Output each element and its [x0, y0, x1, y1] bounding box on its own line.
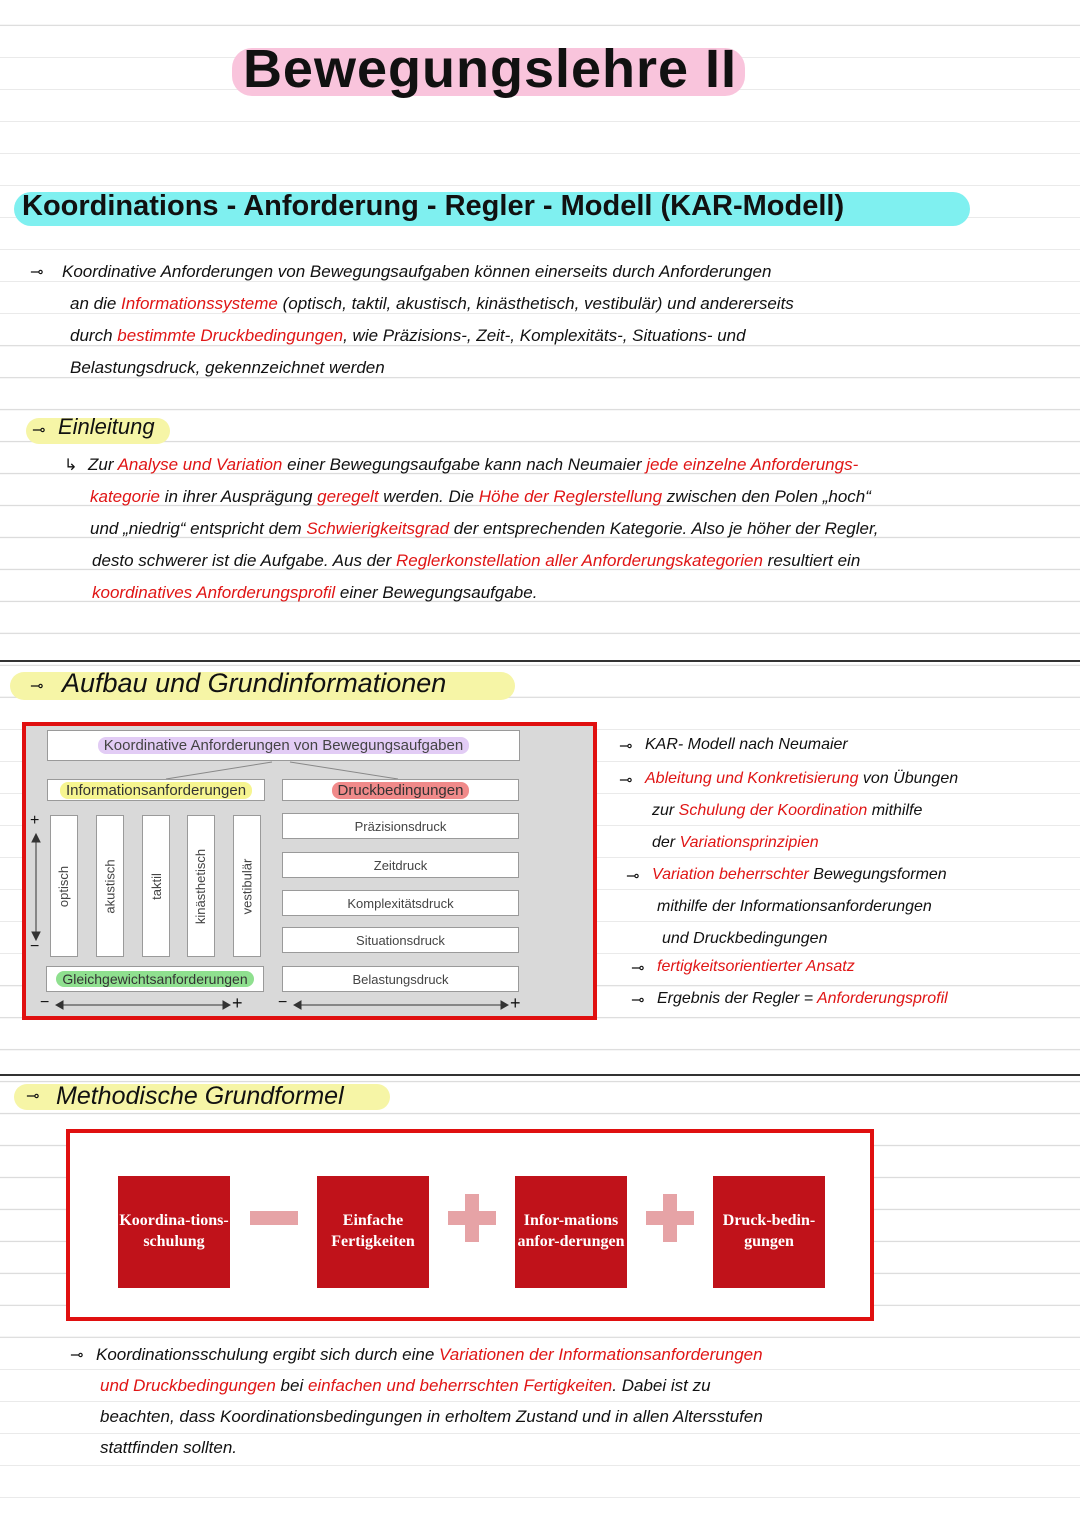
column-label: vestibulär [239, 858, 255, 914]
highlighted-term: geregelt [317, 487, 379, 506]
plus-label: + [30, 812, 40, 829]
pressure-label: Situationsdruck [356, 932, 445, 948]
highlighted-term: kategorie [90, 487, 160, 506]
arrow-bullet-icon: ⊸ [631, 990, 645, 1009]
return-arrow-icon: ↳ [64, 455, 78, 474]
section-heading: Koordinations - Anforderung - Regler - Modell (KAR-Modell) [22, 190, 845, 222]
text-segment: der entsprechenden Kategorie. Also je höher der Regler, [449, 519, 879, 538]
text-line [90, 519, 878, 539]
text-segment: resultiert ein [762, 551, 861, 570]
arrow-bullet-icon: ⊸ [619, 736, 633, 755]
highlighted-term: Variationsprinzipien [679, 834, 819, 851]
arrow-bullet-icon: ⊸ [70, 1345, 84, 1364]
text-line [100, 1407, 763, 1427]
aufbau-heading: Aufbau und Grundinformationen [62, 668, 447, 698]
text-line [652, 866, 947, 884]
column-label: taktil [148, 872, 164, 900]
highlighted-term: Schulung der Koordination [678, 802, 868, 819]
formula-term-fertigkeiten: Einfache Fertigkeiten [317, 1176, 429, 1288]
text-segment: einer Bewegungsaufgabe kann nach Neumaier [282, 455, 647, 474]
page-title: Bewegungslehre II [242, 39, 738, 99]
text-segment: und Druckbedingungen [662, 930, 828, 947]
text-segment: (optisch, taktil, akustisch, kinästhetisch, vestibulär) und andererseits [277, 294, 794, 313]
text-segment: bei [275, 1376, 308, 1395]
methodical-formula [66, 1129, 874, 1321]
highlighted-term: Reglerkonstellation aller Anforderungskategorien [395, 551, 763, 570]
text-line [657, 958, 855, 976]
plus-label: + [232, 993, 243, 1013]
text-line [92, 583, 537, 603]
arrow-bullet-icon: ⊸ [626, 866, 640, 885]
highlighted-term: einfachen und beherrschten Fertigkeiten [307, 1376, 613, 1395]
pressure-label: Präzisionsdruck [354, 818, 447, 834]
highlighted-term: jede einzelne Anforderungs- [646, 455, 859, 474]
section-divider [0, 660, 1080, 662]
highlighted-term: fertigkeitsorientierter Ansatz [657, 958, 855, 975]
text-segment: in ihrer Ausprägung [159, 487, 318, 506]
text-segment: Ergebnis der Regler = [657, 990, 817, 1007]
text-line [88, 455, 858, 475]
highlighted-term: Ableitung und Konkretisierung [645, 770, 859, 787]
text-segment: zur [652, 802, 679, 819]
text-line [70, 358, 385, 378]
text-line [657, 990, 948, 1008]
text-segment: beachten, dass Koordinationsbedingungen in erholtem Zustand und in allen Altersstufen [100, 1407, 763, 1426]
text-line [100, 1376, 711, 1396]
text-segment: Koordinative Anforderungen von Bewegungsaufgaben können einerseits durch Anforderungen [62, 262, 772, 281]
highlighted-term: Variation beherrschter [652, 866, 809, 883]
text-line [96, 1345, 763, 1365]
text-segment: . Dabei ist zu [612, 1376, 711, 1395]
arrow-bullet-icon: ⊸ [26, 1086, 40, 1105]
text-line [652, 802, 922, 820]
highlighted-term: Analyse und Variation [117, 455, 283, 474]
text-segment: desto schwerer ist die Aufgabe. Aus der [92, 551, 396, 570]
arrow-bullet-icon: ⊸ [631, 958, 645, 977]
text-segment: zwischen den Polen „hoch“ [662, 487, 871, 506]
formula-term-informationsanforderungen: Infor-mations anfor-derungen [515, 1176, 627, 1288]
text-segment: und „niedrig“ entspricht dem [90, 519, 307, 538]
arrow-bullet-icon: ⊸ [619, 770, 633, 789]
text-segment: durch [70, 326, 118, 345]
highlighted-term: Informationssysteme [121, 294, 278, 313]
text-segment: werden. Die [378, 487, 479, 506]
text-line [100, 1438, 237, 1458]
text-line [70, 326, 746, 346]
column-label: kinästhetisch [193, 848, 209, 924]
minus-label: − [30, 938, 40, 955]
text-segment: einer Bewegungsaufgabe. [335, 583, 538, 602]
arrow-bullet-icon: ⊸ [32, 420, 46, 439]
formula-term-koordinationsschulung: Koordina-tions-schulung [118, 1176, 230, 1288]
slider-arrows-icon [26, 726, 593, 1016]
highlighted-term: Schwierigkeitsgrad [306, 519, 450, 538]
kar-model-diagram [22, 722, 597, 1020]
text-segment: Zur [88, 455, 118, 474]
text-line [652, 834, 819, 852]
methodik-heading: Methodische Grundformel [56, 1082, 344, 1110]
minus-icon [250, 1211, 298, 1225]
info-requirements-label: Informationsanforderungen [60, 782, 252, 799]
text-segment: mithilfe [867, 802, 923, 819]
text-segment: von Übungen [858, 770, 959, 787]
pressure-conditions-label: Druckbedingungen [332, 782, 470, 799]
text-line [657, 898, 932, 916]
plus-icon [465, 1194, 479, 1242]
arrow-bullet-icon: ⊸ [30, 676, 44, 695]
highlighted-term: Variationen der Informationsanforderungen [439, 1345, 763, 1364]
einleitung-label: Einleitung [58, 414, 155, 439]
balance-requirements-label: Gleichgewichtsanforderungen [56, 971, 253, 987]
text-segment: Belastungsdruck, gekennzeichnet werden [70, 358, 385, 377]
text-segment: KAR- Modell nach Neumaier [645, 736, 848, 753]
text-segment: , wie Präzisions-, Zeit-, Komplexitäts-, Situations- und [343, 326, 746, 345]
text-line [70, 294, 794, 314]
text-line [62, 262, 771, 282]
plus-label: + [510, 993, 521, 1013]
highlighted-term: Anforderungsprofil [816, 990, 948, 1007]
plus-icon [663, 1194, 677, 1242]
highlighted-term: koordinatives Anforderungsprofil [92, 583, 336, 602]
highlighted-term: Höhe der Reglerstellung [478, 487, 663, 506]
highlighted-term: und Druckbedingungen [100, 1376, 276, 1395]
diagram-top-label: Koordinative Anforderungen von Bewegungsaufgaben [98, 737, 469, 754]
column-label: akustisch [102, 858, 118, 914]
text-segment: der [652, 834, 680, 851]
formula-term-druckbedingungen: Druck-bedin-gungen [713, 1176, 825, 1288]
arrow-bullet-icon: ⊸ [30, 262, 44, 281]
text-line [662, 930, 827, 948]
column-label: optisch [56, 865, 72, 907]
text-line [645, 736, 848, 754]
highlighted-term: bestimmte Druckbedingungen [117, 326, 344, 345]
minus-label: − [40, 994, 50, 1011]
text-segment: an die [70, 294, 122, 313]
text-segment: mithilfe der Informationsanforderungen [657, 898, 932, 915]
text-segment: Koordinationsschulung ergibt sich durch eine [96, 1345, 440, 1364]
section-divider [0, 1074, 1080, 1076]
text-line [90, 487, 871, 507]
text-line [92, 551, 860, 571]
minus-label: − [278, 994, 288, 1011]
text-segment: Bewegungsformen [808, 866, 947, 883]
pressure-label: Komplexitätsdruck [347, 895, 454, 911]
text-line [645, 770, 958, 788]
pressure-label: Belastungsdruck [352, 971, 449, 987]
pressure-label: Zeitdruck [373, 857, 428, 873]
text-segment: stattfinden sollten. [100, 1438, 238, 1457]
